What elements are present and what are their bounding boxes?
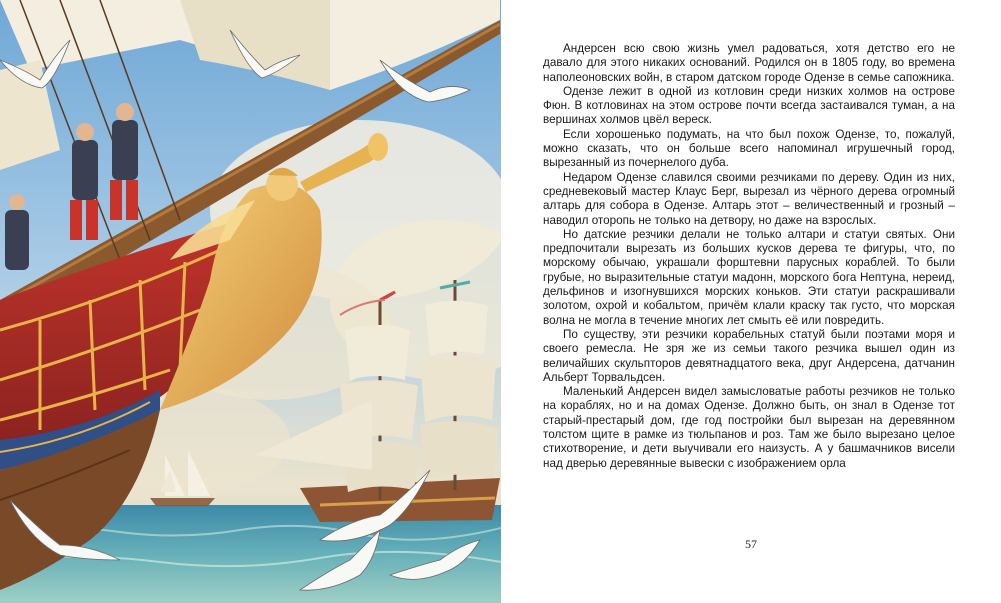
paragraph: Но датские резчики делали не только алтари и статуи святых. Они предпочитали вырезать из больших кусков дерева те фигуры, что, по морскому обычаю, украшали форштевни парусных кораблей. То были грубые, но выразительные статуи мадонн, морского бога Нептуна, нереид, дельфинов и изогнувшихся морских коньков. Эти статуи раскрашивали золотом, охрой и кобальтом, причём клали краску так густо, что морская волна не могла в течение многих лет смыть её или повредить.	[543, 227, 955, 327]
page-number: 57	[745, 537, 757, 551]
paragraph: Недаром Одензе славился своими резчиками по дереву. Один из них, средневековый мастер Клаус Берг, вырезал из чёрного дерева огромный алтарь для собора в Одензе. Алтарь этот – величественный и грозный – наводил оторопь не только на детвору, но даже на взрослых.	[543, 170, 955, 227]
paragraph: Если хорошенько подумать, на что был похож Одензе, то, пожалуй, можно сказать, что он больше всего напоминал игрушечный город, вырезанный из почернелого дуба.	[543, 127, 955, 170]
paragraph: Одензе лежит в одной из котловин среди низких холмов на острове Фюн. В котловинах на этом острове почти всегда застаивался туман, а на вершинах холмов цвёл вереск.	[543, 84, 955, 127]
paragraph: По существу, эти резчики корабельных статуй были поэтами моря и своего ремесла. Не зря же из семьи такого резчика вышел один из величайших скульпторов девятнадцатого века, друг Андерсена, датчанин Альберт Торвальдсен.	[543, 327, 955, 384]
paragraph: Андерсен всю свою жизнь умел радоваться, хотя детство его не давало для этого никаких оснований. Родился он в 1805 году, во времена наполеоновских войн, в старом датском городе Одензе в семье сапожника.	[543, 42, 955, 84]
text-body	[543, 42, 955, 471]
paragraph: Маленький Андерсен видел замысловатые работы резчиков не только на кораблях, но и на домах Одензе. Должно быть, он знал в Одензе тот старый-престарый дом, где год постройки был вырезан на деревянном толстом щите в рамке из тюльпанов и роз. Там же было вырезано целое стихотворение, и дети выучивали его наизусть. А у башмачников висели над дверью деревянные вывески с изображением орла	[543, 385, 955, 470]
text-page	[501, 0, 1001, 603]
